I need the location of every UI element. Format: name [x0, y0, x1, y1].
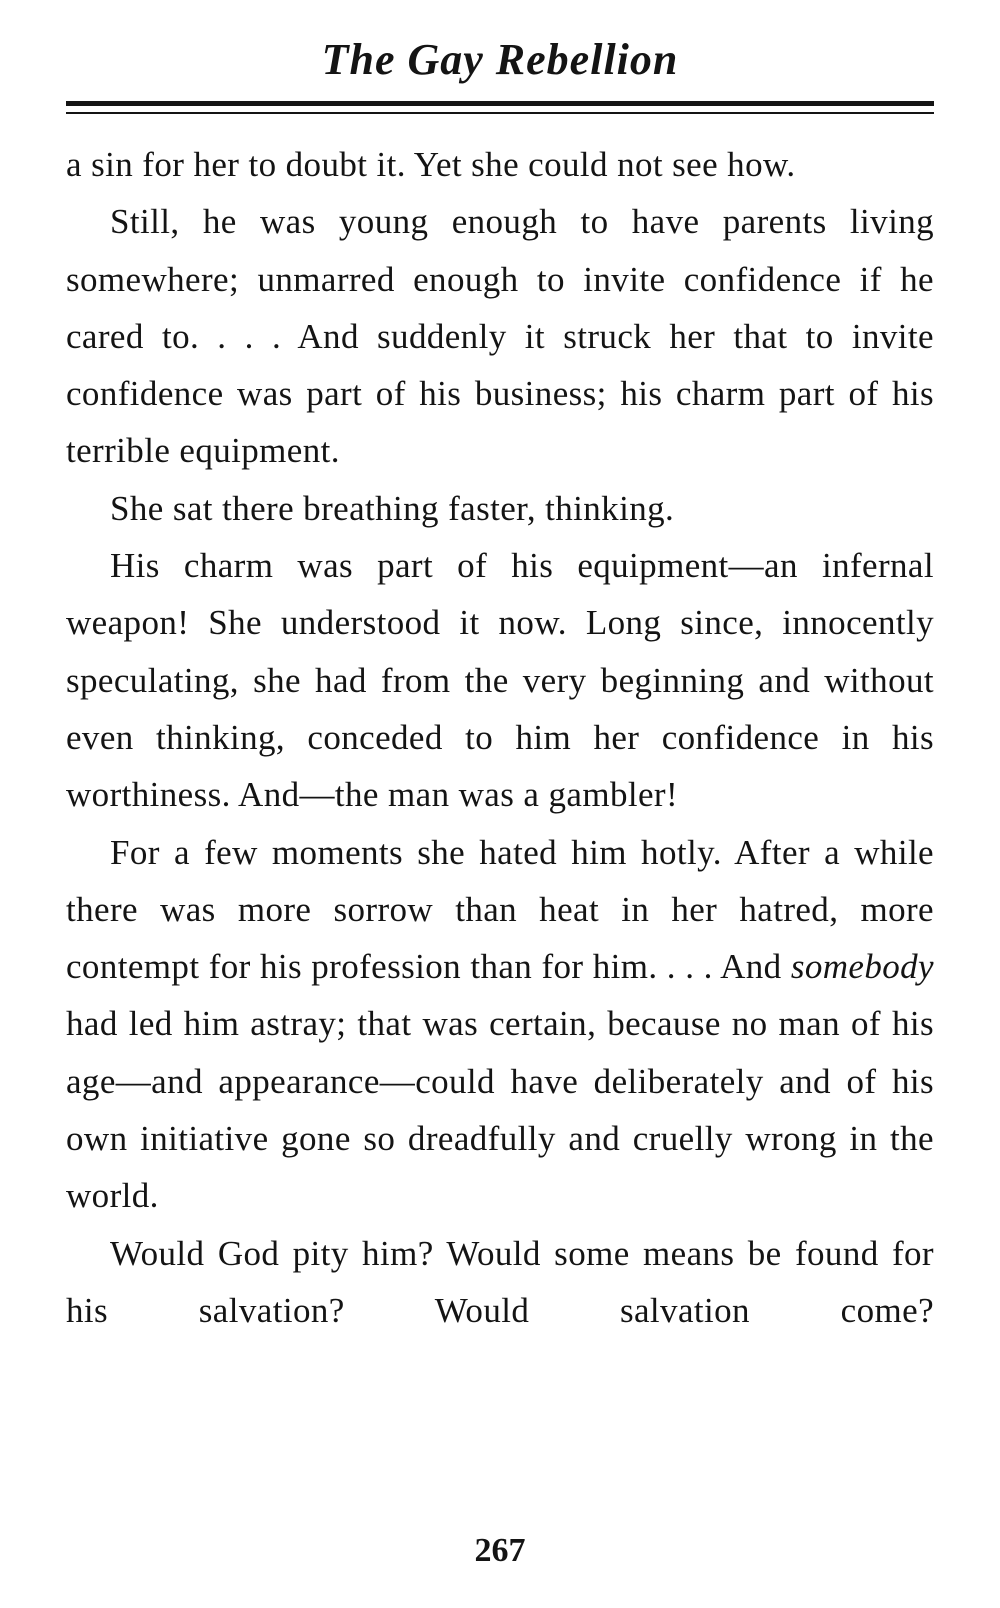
header-rule-thin: [66, 112, 934, 114]
paragraph-3-text: She sat there breathing faster, thinking.: [110, 488, 675, 528]
paragraph-5-text-after: had led him astray; that was certain, because no man of his age—and appearance—could have deliberately and of his own initiative gone so dreadfully and cruelly wrong in the world.: [66, 1004, 934, 1216]
paragraph-5-italic-word: somebody: [790, 947, 934, 987]
paragraph-5-text-before: For a few moments she hated him hotly. After a while there was more sorrow than heat in her hatred, more contempt for his profession than for him. . . . And: [66, 832, 934, 987]
paragraph-6-text: Would God pity him? Would some means be found for his salvation? Would salvation come?: [66, 1233, 934, 1330]
paragraph-5: [66, 824, 934, 1225]
running-head-title: The Gay Rebellion: [321, 35, 679, 84]
header-rule-thick: [66, 101, 934, 106]
paragraph-1: [66, 136, 934, 193]
paragraph-6: [66, 1225, 934, 1340]
paragraph-2: [66, 193, 934, 479]
paragraph-4-text: His charm was part of his equipment—an infernal weapon! She understood it now. Long since, innocently speculating, she had from the very beginning and without even thinking, conceded to him her confidence in his worthiness. And—the man was a gambler!: [66, 546, 934, 815]
page-number: 267: [474, 1532, 526, 1569]
paragraph-4: [66, 537, 934, 823]
paragraph-2-text: Still, he was young enough to have parents living somewhere; unmarred enough to invite confidence if he cared to. . . . And suddenly it struck her that to invite confidence was part of his business; his charm part of his terrible equipment.: [66, 202, 934, 471]
paragraph-3: [66, 480, 934, 537]
paragraph-1-text: a sin for her to doubt it. Yet she could not see how.: [66, 145, 796, 184]
body-text: [66, 136, 934, 1339]
